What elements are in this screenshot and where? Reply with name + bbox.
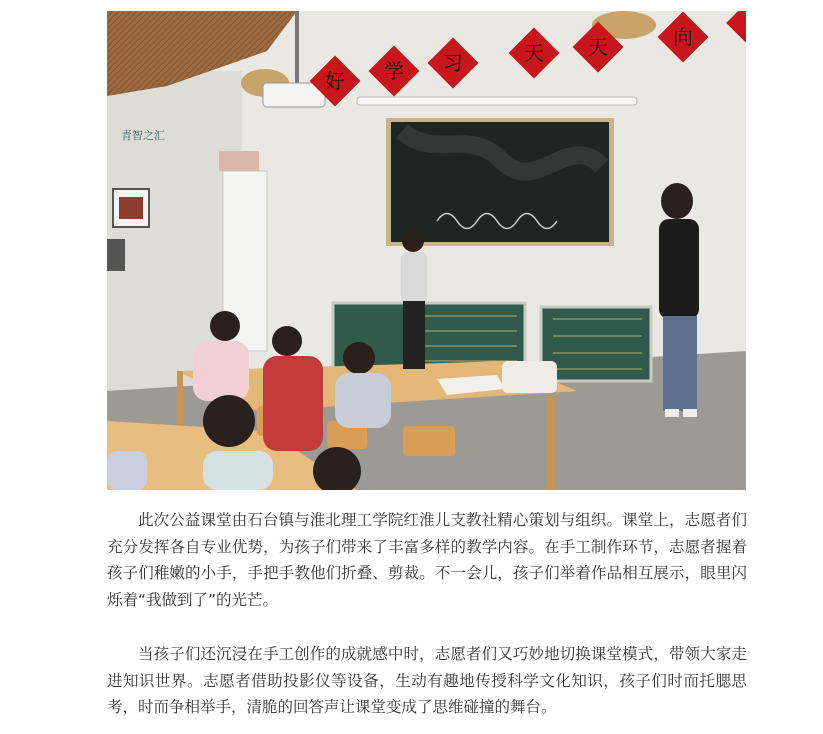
banner-char: 学 (384, 59, 404, 83)
banner-char: 天 (524, 41, 544, 65)
banner-char: 向 (673, 25, 693, 49)
banner-char: 天 (588, 35, 608, 59)
banner-char: 好 (325, 69, 345, 93)
paragraph: 此次公益课堂由石台镇与淮北理工学院红淮儿支教社精心策划与组织。课堂上，志愿者们充分发挥各自专业优势，为孩子们带来了丰富多样的教学内容。在手工制作环节，志愿者握着孩子们稚嫩的小手，手把手教他们折叠、剪裁。不一会儿，孩子们举着作品相互展示，眼里闪烁着“我做到了”的光芒。 (107, 511, 747, 609)
paragraph: 当孩子们还沉浸在手工创作的成就感中时，志愿者们又巧妙地切换课堂模式，带领大家走进知识世界。志愿者借助投影仪等设备，生动有趣地传授科学文化知识，孩子们时而托腮思考，时而争相举手，清脆的回答声让课堂变成了思维碰撞的舞台。 (107, 645, 747, 716)
classroom-scene (107, 11, 746, 490)
banner-char: 习 (443, 51, 463, 75)
wall-logo: 青智之汇 (121, 129, 165, 142)
classroom-photo (107, 11, 746, 490)
